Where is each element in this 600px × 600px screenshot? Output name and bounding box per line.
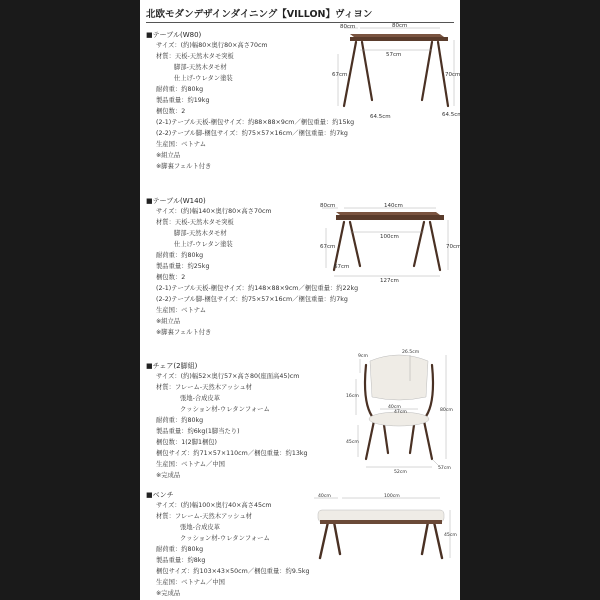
spec-line: ※組立品 — [156, 318, 181, 325]
spec-line: サイズ：(約)幅80×奥行80×高さ70cm — [156, 42, 268, 49]
spec-line: 脚部-天然木タモ材 — [174, 230, 227, 237]
section-table-w140 — [140, 196, 460, 356]
dim-label: 40cm — [318, 494, 331, 499]
dim-label: 47cm — [394, 410, 407, 415]
section-heading: ■テーブル(W80) — [146, 31, 202, 39]
dim-label: 67cm — [320, 244, 336, 250]
dim-label: 67cm — [334, 264, 350, 270]
spec-line: 耐荷重：約80kg — [156, 417, 204, 424]
spec-line: クッション材-ウレタンフォーム — [180, 535, 270, 542]
chair-illustration — [344, 345, 454, 475]
spec-line: 製品重量：約8kg — [156, 557, 206, 564]
spec-line: 張地-合成皮革 — [180, 524, 221, 531]
section-chair — [140, 350, 460, 496]
spec-line: 材質：天板-天然木タモ突板 — [156, 53, 234, 60]
dim-label: 45cm — [444, 533, 457, 538]
section-heading: ■ベンチ — [146, 491, 174, 499]
dim-label: 80cm — [440, 408, 453, 413]
spec-line: (2-1)テーブル天板-梱包サイズ：約88×88×9cm／梱包重量：約15kg — [156, 119, 355, 126]
dim-label: 127cm — [380, 278, 399, 284]
spec-line: サイズ：(約)幅52×奥行57×高さ80(座面高45)cm — [156, 373, 300, 380]
spec-line: 梱包数：1(2脚1梱包) — [156, 439, 218, 446]
spec-line: (2-2)テーブル脚-梱包サイズ：約75×57×16cm／梱包重量：約7kg — [156, 296, 348, 303]
dim-label: 100cm — [384, 494, 400, 499]
spec-line: 梱包サイズ：約71×57×110cm／梱包重量：約13kg — [156, 450, 308, 457]
dim-label: 80cm — [392, 23, 408, 29]
spec-line: 材質：天板-天然木タモ突板 — [156, 219, 234, 226]
spec-line: 生産国：ベトナム／中国 — [156, 461, 225, 468]
spec-line: 製品重量：約19kg — [156, 97, 210, 104]
spec-line: 材質：フレーム-天然木アッシュ材 — [156, 384, 252, 391]
spec-line: サイズ：(約)幅100×奥行40×高さ45cm — [156, 502, 272, 509]
dim-label: 45cm — [346, 440, 359, 445]
spec-line: 梱包数：2 — [156, 274, 186, 281]
spec-line: ※完成品 — [156, 472, 181, 479]
section-heading: ■チェア(2脚組) — [146, 362, 198, 370]
title-rule — [146, 22, 454, 23]
section-heading: ■テーブル(W140) — [146, 197, 206, 205]
spec-line: 梱包サイズ：約103×43×50cm／梱包重量：約9.5kg — [156, 568, 310, 575]
spec-line: ※脚裏フェルト付き — [156, 163, 212, 170]
spec-line: 耐荷重：約80kg — [156, 546, 204, 553]
spec-line: (2-1)テーブル天板-梱包サイズ：約148×88×9cm／梱包重量：約22kg — [156, 285, 359, 292]
dim-label: 57cm — [438, 466, 451, 471]
dim-label: 67cm — [332, 72, 348, 78]
dim-label: 140cm — [384, 203, 403, 209]
spec-line: 仕上げ-ウレタン塗装 — [174, 241, 233, 248]
spec-line: サイズ：(約)幅140×奥行80×高さ70cm — [156, 208, 272, 215]
spec-line: 梱包数：2 — [156, 108, 186, 115]
table-w80-illustration — [332, 23, 463, 124]
section-table-w80 — [140, 23, 463, 190]
dim-label: 64.5cm — [370, 114, 391, 120]
section-bench — [140, 490, 460, 600]
dim-label: 64.5cm — [442, 112, 463, 118]
bench-illustration — [310, 492, 456, 572]
dim-label: 16cm — [346, 394, 359, 399]
table-w140-illustration — [320, 202, 462, 284]
spec-line: 耐荷重：約80kg — [156, 86, 204, 93]
header — [140, 0, 460, 26]
spec-line: 製品重量：約6kg(1脚当たり) — [156, 428, 240, 435]
page-title: 北欧モダンデザインダイニング【VILLON】ヴィヨン — [146, 9, 373, 20]
spec-line: ※完成品 — [156, 590, 181, 597]
dim-label: 70cm — [445, 72, 461, 78]
dim-label: 70cm — [446, 244, 462, 250]
spec-line: 耐荷重：約80kg — [156, 252, 204, 259]
dim-label: 26.5cm — [402, 350, 420, 355]
spec-line: ※組立品 — [156, 152, 181, 159]
dim-label: 57cm — [386, 52, 402, 58]
dim-label: 100cm — [380, 234, 399, 240]
spec-line: 張地-合成皮革 — [180, 395, 221, 402]
dim-label: 9cm — [358, 354, 368, 359]
spec-line: 脚部-天然木タモ材 — [174, 64, 227, 71]
dim-label: 52cm — [394, 470, 407, 475]
spec-line: 製品重量：約25kg — [156, 263, 210, 270]
dim-label: 80cm — [320, 203, 336, 209]
spec-line: 仕上げ-ウレタン塗装 — [174, 75, 233, 82]
spec-line: (2-2)テーブル脚-梱包サイズ：約75×57×16cm／梱包重量：約7kg — [156, 130, 348, 137]
spec-line: 生産国：ベトナム — [156, 141, 207, 148]
dim-label: 80cm — [340, 24, 356, 30]
spec-sheet — [140, 0, 463, 600]
spec-line: ※脚裏フェルト付き — [156, 329, 212, 336]
spec-line: 材質：フレーム-天然木アッシュ材 — [156, 513, 252, 520]
spec-line: 生産国：ベトナム — [156, 307, 207, 314]
spec-line: 生産国：ベトナム／中国 — [156, 579, 225, 586]
spec-line: クッション材-ウレタンフォーム — [180, 406, 270, 413]
dim-label: 40cm — [388, 405, 401, 410]
